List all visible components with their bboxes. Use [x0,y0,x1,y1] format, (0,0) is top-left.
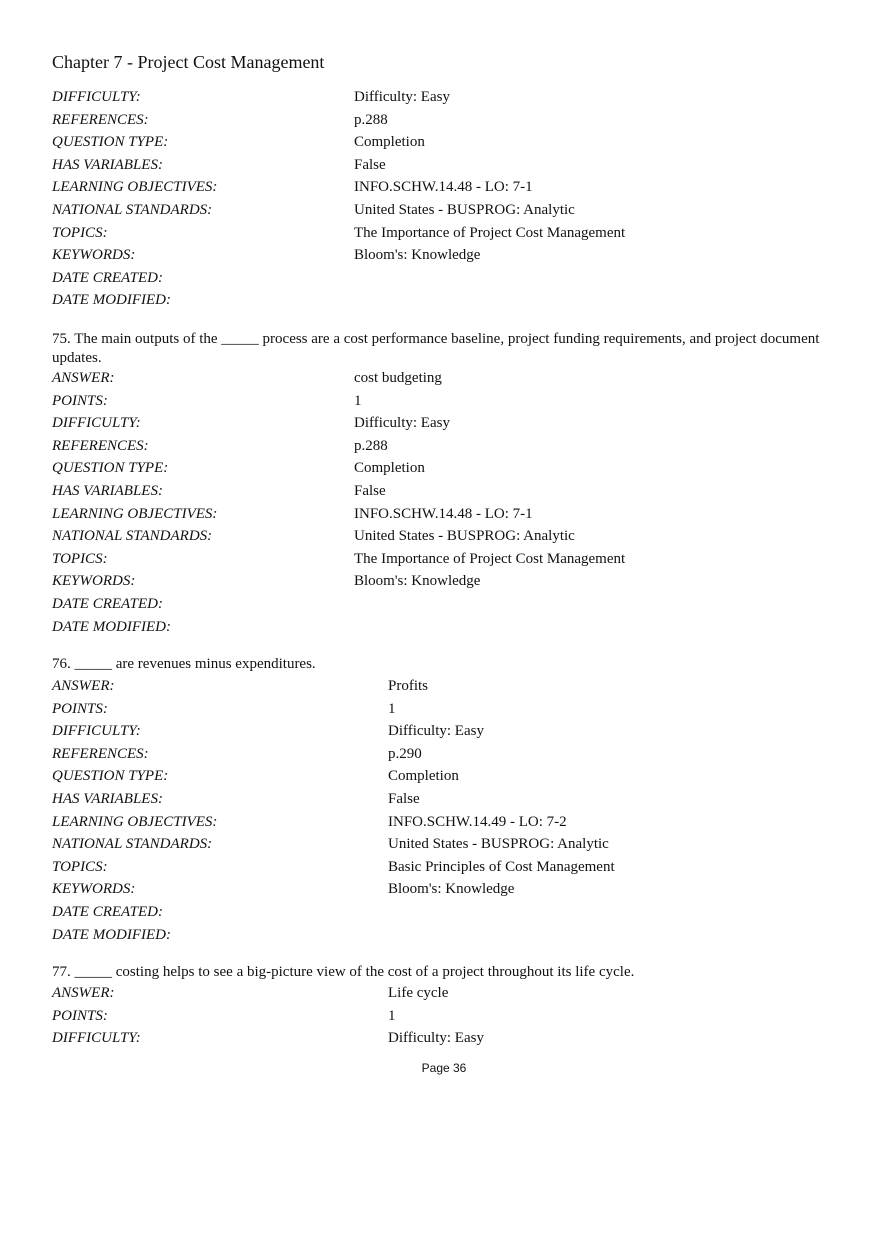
meta-value: United States - BUSPROG: Analytic [354,528,575,545]
meta-row-topics [52,222,842,245]
meta-label: DATE CREATED: [52,269,163,286]
meta-label: TOPICS: [52,858,108,875]
meta-row-question-type [52,131,842,154]
meta-row-question-type [52,765,842,788]
meta-label: REFERENCES: [52,437,149,454]
meta-label: DATE CREATED: [52,903,163,920]
meta-value: p.288 [354,437,388,454]
page-title: Chapter 7 - Project Cost Management [52,52,325,72]
meta-label: KEYWORDS: [52,573,136,590]
meta-label: DATE MODIFIED: [52,292,171,309]
meta-row-answer [52,982,842,1005]
meta-row-points [52,390,842,413]
meta-row-has-variables [52,480,842,503]
meta-label: DATE CREATED: [52,595,163,612]
meta-value: INFO.SCHW.14.49 - LO: 7-2 [388,813,567,830]
meta-label: DIFFICULTY: [52,1030,141,1047]
meta-row-question-type [52,457,842,480]
meta-row-date-created [52,267,842,290]
meta-label: POINTS: [52,392,108,409]
meta-value: INFO.SCHW.14.48 - LO: 7-1 [354,505,533,522]
meta-value: Difficulty: Easy [354,89,450,105]
meta-row-topics [52,548,842,571]
meta-label: DIFFICULTY: [52,723,141,740]
meta-label: NATIONAL STANDARDS: [52,201,213,218]
meta-label: KEYWORDS: [52,881,136,898]
question-77-text: 77. _____ costing helps to see a big-picture view of the cost of a project throughout its life cycle. [52,964,635,980]
meta-value: False [354,156,386,173]
meta-value: Bloom's: Knowledge [388,881,515,898]
question-76-metadata [52,675,842,946]
meta-label: TOPICS: [52,550,108,567]
meta-value: 1 [354,392,362,409]
meta-label: DIFFICULTY: [52,89,141,105]
meta-label: QUESTION TYPE: [52,134,169,151]
meta-label: QUESTION TYPE: [52,460,169,477]
question-74-metadata [52,86,842,312]
meta-label: DATE MODIFIED: [52,618,171,635]
meta-label: DIFFICULTY: [52,415,141,432]
meta-label: ANSWER: [52,985,115,1001]
meta-row-national-standards [52,525,842,548]
meta-value: Profits [388,678,429,694]
meta-value: cost budgeting [354,370,442,386]
meta-label: POINTS: [52,1007,108,1024]
meta-row-national-standards [52,199,842,222]
meta-value: False [354,482,386,499]
question-76-text: 76. _____ are revenues minus expenditures. [52,656,316,672]
meta-row-date-created [52,901,842,924]
question-75-text: 75. The main outputs of the _____ process are a cost performance baseline, project funding requirements, and project document updates. [52,331,820,366]
meta-row-date-modified [52,924,842,947]
meta-value: The Importance of Project Cost Management [354,550,626,567]
meta-label: REFERENCES: [52,745,149,762]
meta-value: False [388,790,420,807]
meta-row-date-created [52,593,842,616]
meta-value: 1 [388,700,396,717]
meta-label: HAS VARIABLES: [52,156,163,173]
meta-value: INFO.SCHW.14.48 - LO: 7-1 [354,179,533,196]
meta-value: United States - BUSPROG: Analytic [388,836,609,853]
meta-row-answer [52,367,842,390]
meta-value: Life cycle [388,985,449,1001]
meta-row-keywords [52,570,842,593]
meta-row-date-modified [52,616,842,639]
meta-row-difficulty [52,720,842,743]
meta-row-learning-objectives [52,811,842,834]
meta-value: Basic Principles of Cost Management [388,858,615,875]
meta-label: LEARNING OBJECTIVES: [52,179,218,196]
meta-row-points [52,698,842,721]
meta-value: 1 [388,1007,396,1024]
meta-label: NATIONAL STANDARDS: [52,836,213,853]
meta-label: HAS VARIABLES: [52,790,163,807]
meta-row-difficulty [52,412,842,435]
meta-label: REFERENCES: [52,111,149,128]
meta-label: DATE MODIFIED: [52,926,171,943]
meta-row-topics [52,856,842,879]
meta-row-has-variables [52,154,842,177]
meta-row-references [52,109,842,132]
meta-label: ANSWER: [52,370,115,386]
meta-label: POINTS: [52,700,108,717]
meta-value: Completion [354,460,425,477]
meta-label: LEARNING OBJECTIVES: [52,813,218,830]
meta-value: Difficulty: Easy [388,1030,484,1047]
meta-label: KEYWORDS: [52,247,136,264]
meta-label: LEARNING OBJECTIVES: [52,505,218,522]
meta-value: Difficulty: Easy [354,415,450,432]
meta-value: Difficulty: Easy [388,723,484,740]
question-75-metadata [52,367,842,638]
meta-value: Bloom's: Knowledge [354,573,481,590]
meta-row-difficulty [52,1027,842,1050]
meta-row-difficulty [52,86,842,109]
meta-row-answer [52,675,842,698]
meta-label: HAS VARIABLES: [52,482,163,499]
meta-row-references [52,435,842,458]
meta-row-has-variables [52,788,842,811]
page-number: Page 36 [421,1061,467,1075]
meta-value: The Importance of Project Cost Management [354,224,626,241]
meta-value: United States - BUSPROG: Analytic [354,201,575,218]
meta-row-keywords [52,244,842,267]
meta-label: QUESTION TYPE: [52,768,169,785]
meta-value: p.288 [354,111,388,128]
meta-value: p.290 [388,745,422,762]
meta-row-keywords [52,878,842,901]
question-77-metadata [52,982,842,1050]
meta-row-national-standards [52,833,842,856]
meta-row-learning-objectives [52,176,842,199]
meta-label: TOPICS: [52,224,108,241]
meta-row-points [52,1005,842,1028]
meta-row-learning-objectives [52,503,842,526]
meta-value: Completion [354,134,425,151]
meta-value: Bloom's: Knowledge [354,247,481,264]
meta-label: ANSWER: [52,678,115,694]
meta-value: Completion [388,768,459,785]
meta-row-date-modified [52,289,842,312]
meta-row-references [52,743,842,766]
meta-label: NATIONAL STANDARDS: [52,528,213,545]
